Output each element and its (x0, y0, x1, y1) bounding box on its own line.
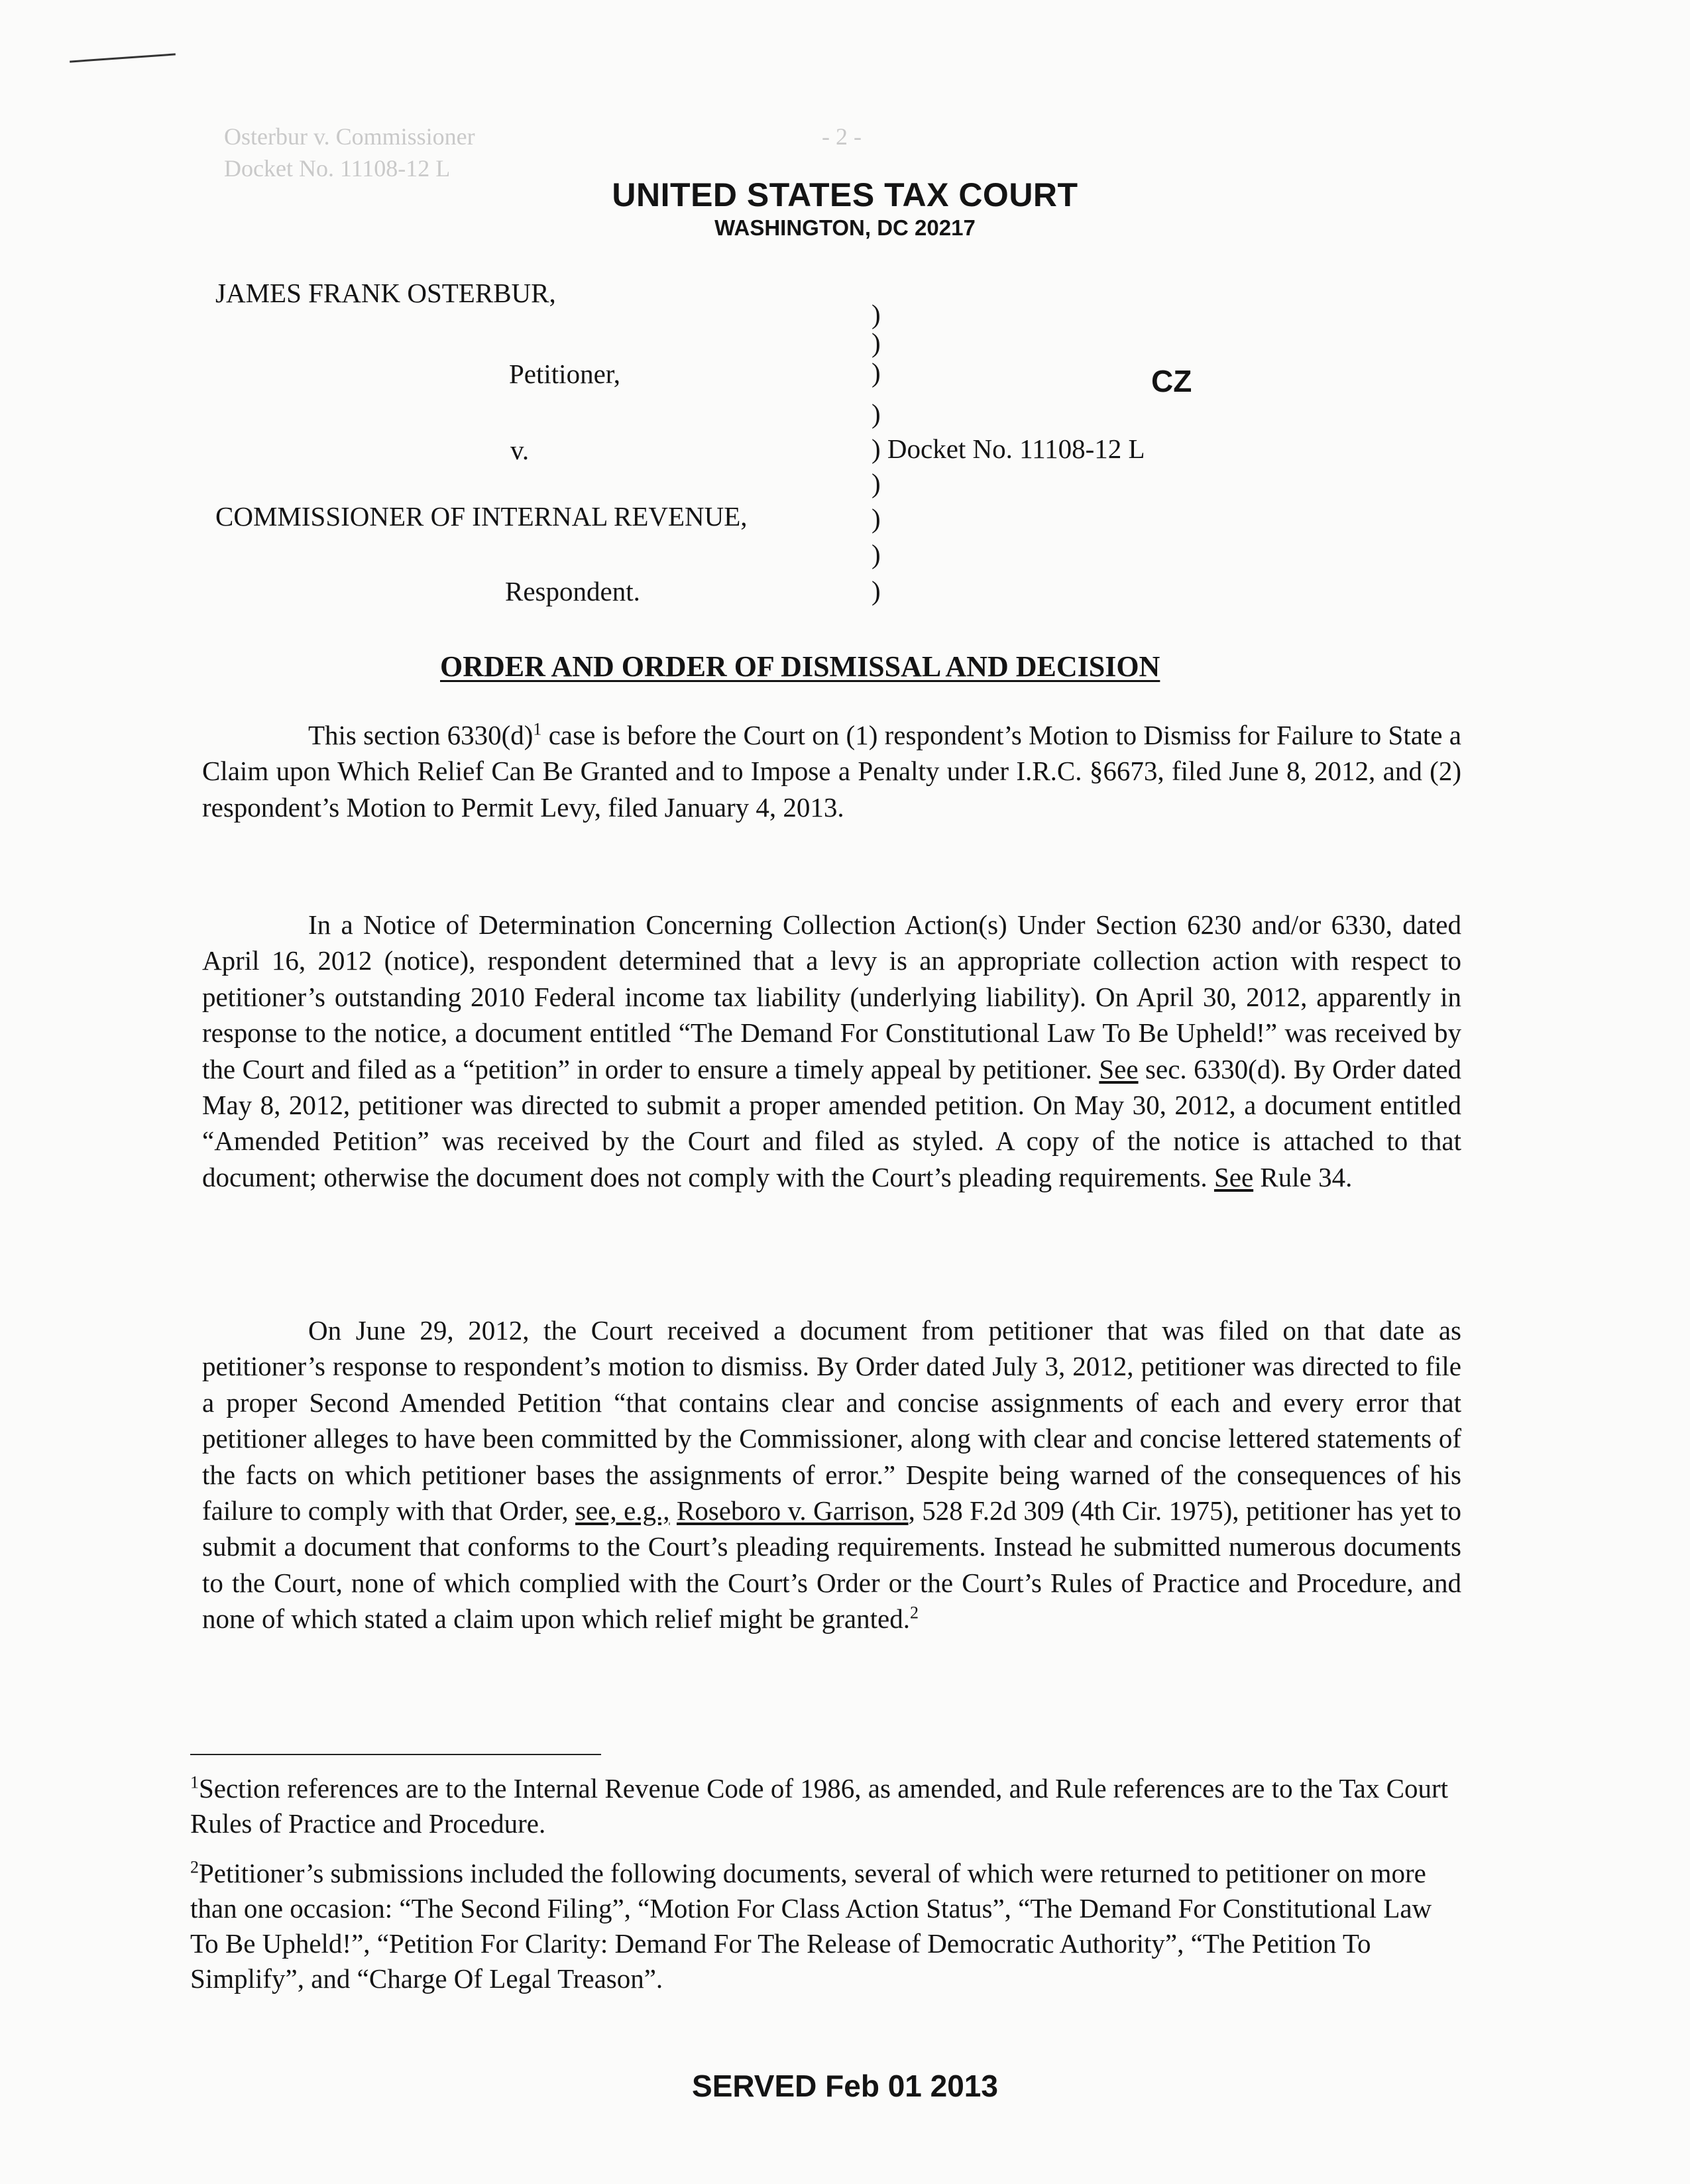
handwritten-initials: CZ (1151, 364, 1192, 398)
pen-mark (70, 53, 176, 62)
p1-text-a: This section 6330(d) (308, 720, 534, 750)
bleed-through-line: Osterbur v. Commissioner (224, 123, 475, 150)
respondent-name: COMMISSIONER OF INTERNAL REVENUE, (215, 501, 748, 532)
petitioner-role: Petitioner, (509, 359, 621, 389)
respondent-role: Respondent. (505, 576, 640, 606)
caption-paren: ) (872, 503, 881, 534)
see-eg-signal: see, e.g., (575, 1495, 670, 1526)
p2-text-a: In a Notice of Determination Concerning Collection Action(s) Under Section 6230 and/or 6330, dated April 16, 2012 (notice), respondent determined that a levy is an appropriate collection action with respect to petitioner’s outstanding 2010 Federal income tax liability (underlying liability). On April 30, 2012, apparently in response to the notice, a document entitled “The Demand For Constitutional Law To Be Upheld!” was received by the Court and filed as a “petition” in order to ensure a timely appeal by petitioner. (202, 909, 1461, 1084)
docket-number (872, 433, 1145, 465)
p3-text-a: On June 29, 2012, the Court received a document from petitioner that was filed on that date as petitioner’s response to respondent’s motion to dismiss. By Order dated July 3, 2012, petitioner was directed to file a proper Second Amended Petition “that contains clear and concise assignments of each and every error that petitioner alleges to have been committed by the Commissioner, along with clear and concise lettered statements of the facts on which petitioner bases the assignments of error.” Despite being warned of the consequences of his failure to comply with that Order, (202, 1315, 1461, 1526)
paragraph-1 (202, 717, 1461, 825)
footnote-ref-1: 1 (533, 719, 542, 739)
paragraph-3 (202, 1312, 1461, 1637)
docket-text: Docket No. 11108-12 L (887, 433, 1145, 464)
caption-paren: ) (872, 327, 881, 358)
p1-text-b: case is before the Court on (1) respondent’s Motion to Dismiss for Failure to State a Claim upon Which Relief Can Be Granted and to Impose a Penalty under I.R.C. §6673, filed June 8, 2012, and (2) respondent’s Motion to Permit Levy, filed January 4, 2013. (202, 720, 1461, 823)
see-signal: See (1099, 1053, 1139, 1084)
court-name: UNITED STATES TAX COURT (612, 176, 1078, 213)
see-signal: See (1213, 1161, 1254, 1192)
footnote-1-number: 1 (190, 1772, 199, 1792)
served-date-stamp: SERVED Feb 01 2013 (692, 2069, 998, 2103)
footnote-1 (190, 1771, 1449, 1841)
court-address: WASHINGTON, DC 20217 (714, 215, 976, 240)
footnote-ref-2: 2 (909, 1603, 919, 1623)
case-citation-name: Roseboro v. Garrison (676, 1495, 909, 1526)
caption-paren: ) (872, 539, 881, 569)
petitioner-name: JAMES FRANK OSTERBUR, (215, 278, 556, 308)
p2-text-b: sec. 6330(d). By Order dated May 8, 2012, petitioner was directed to submit a proper amended petition. On May 30, 2012, a document entitled “Amended Petition” was received by the Court and filed as styled. A copy of the notice is attached to that document; otherwise the document does not comply with the Court’s pleading requirements. (202, 1053, 1462, 1192)
versus: v. (510, 435, 530, 465)
bleed-through-page-number: - 2 - (822, 123, 862, 150)
caption-paren: ) (872, 575, 881, 606)
caption-paren: ) (872, 357, 881, 388)
caption-paren: ) (872, 468, 881, 498)
paragraph-2 (202, 907, 1461, 1195)
document-title: ORDER AND ORDER OF DISMISSAL AND DECISION (440, 650, 1160, 683)
caption-paren: ) (872, 299, 881, 329)
footnote-2 (190, 1856, 1449, 1996)
caption-paren: ) (872, 398, 881, 429)
footnote-separator (190, 1754, 601, 1755)
bleed-through-line: Docket No. 11108-12 L (224, 155, 451, 182)
footnote-2-text: Petitioner’s submissions included the following documents, several of which were returned to petitioner on more than one occasion: “The Second Filing”, “Motion For Class Action Status”, “The Demand For Constitutional Law To Be Upheld!”, “Petition For Clarity: Demand For The Release of Democratic Authority”, “The Petition To Simplify”, and “Charge Of Legal Treason”. (190, 1858, 1432, 1994)
footnote-1-text: Section references are to the Internal Revenue Code of 1986, as amended, and Rule references are to the Tax Court Rules of Practice and Procedure. (190, 1773, 1449, 1839)
p2-text-c: Rule 34. (1253, 1161, 1353, 1192)
caption-paren: ) (872, 433, 881, 464)
p3-text-b: , 528 F.2d 309 (4th Cir. 1975), petitioner has yet to submit a document that conforms to the Court’s pleading requirements. Instead he submitted numerous documents to the Court, none of which complied with the Court’s Order or the Court’s Rules of Practice and Procedure, and none of which stated a claim upon which relief might be granted. (202, 1495, 1461, 1635)
footnote-2-number: 2 (190, 1857, 199, 1877)
